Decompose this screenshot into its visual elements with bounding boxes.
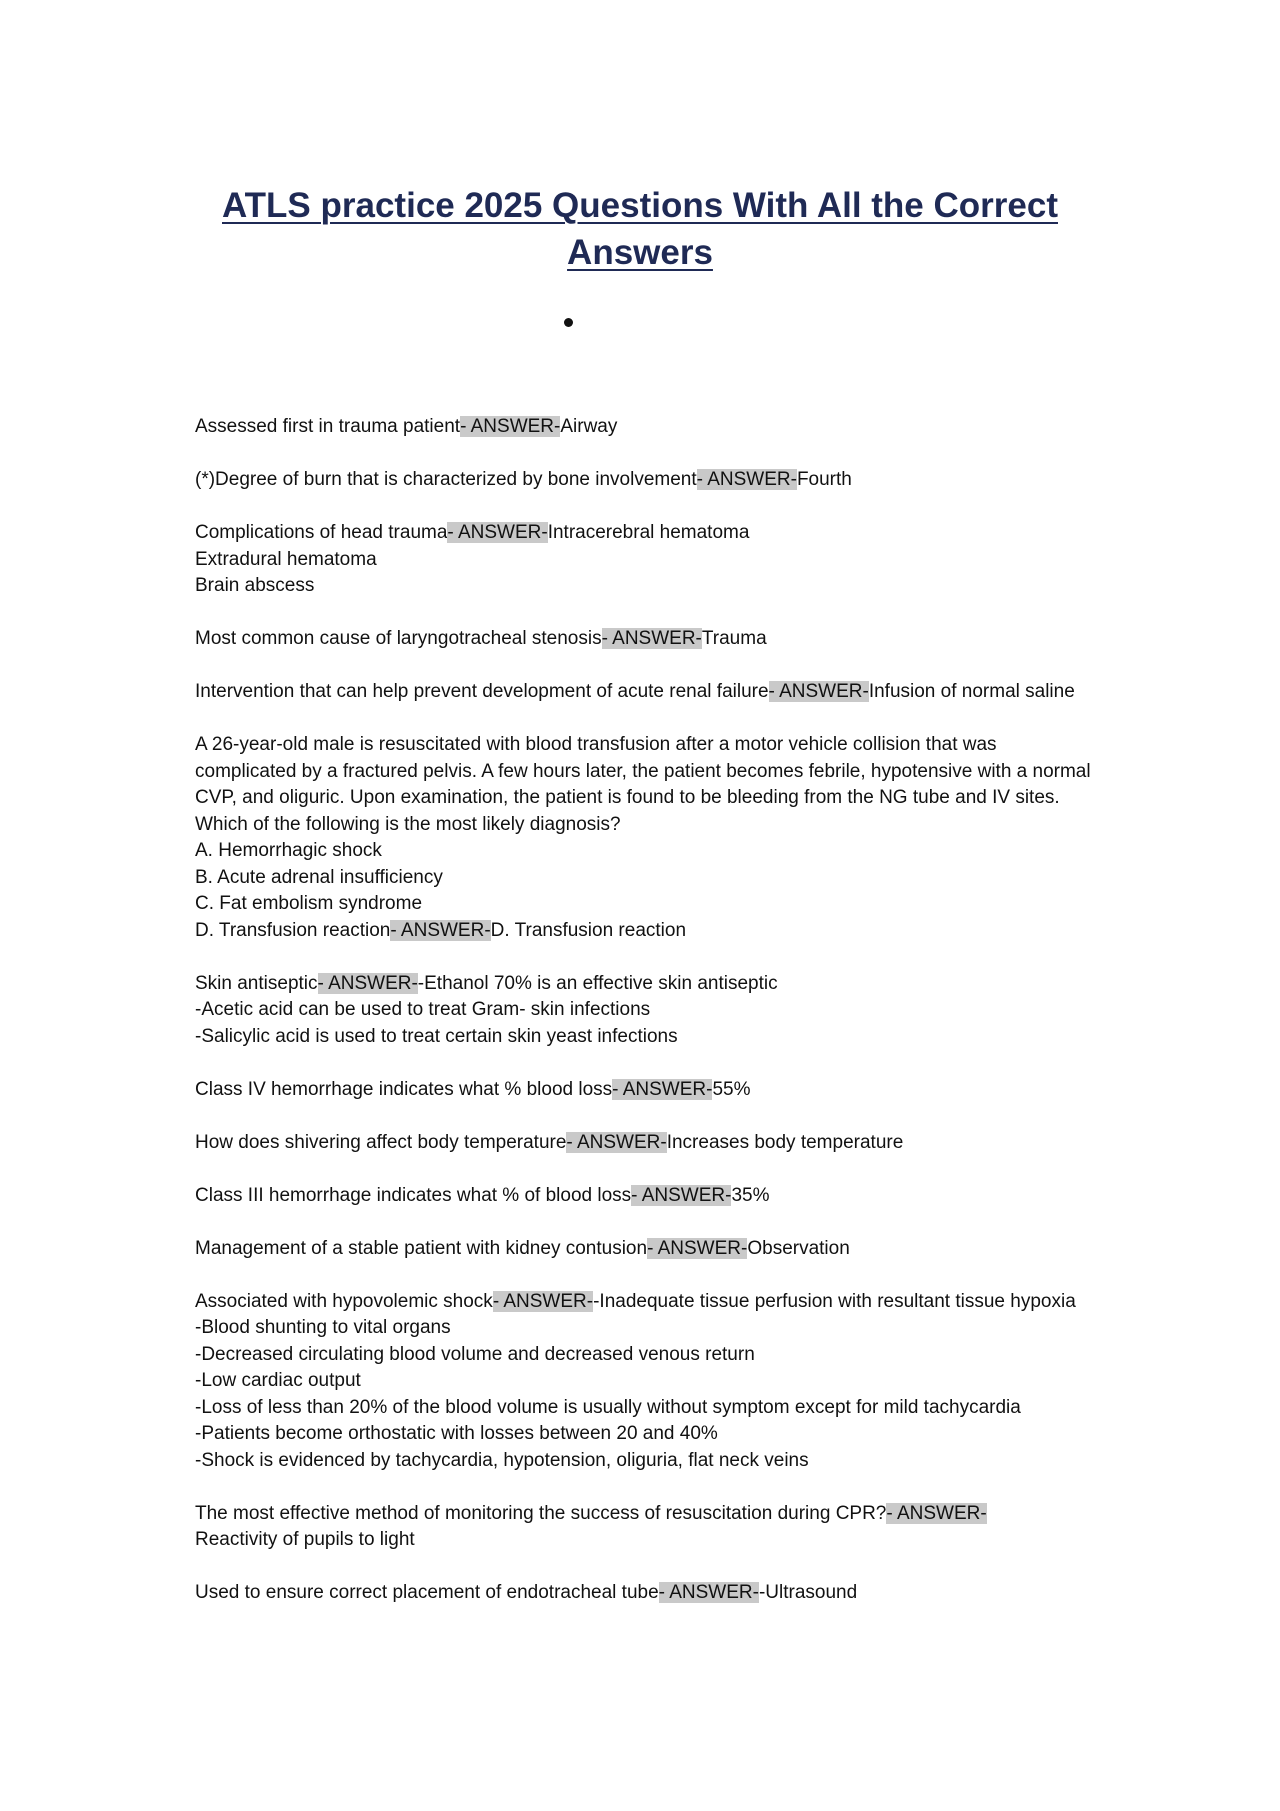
- answer-text: Reactivity of pupils to light: [195, 1529, 415, 1550]
- qa-item: [195, 1077, 1095, 1104]
- qa-item: [195, 1183, 1095, 1210]
- qa-item: [195, 1501, 1095, 1554]
- qa-item: [195, 1130, 1095, 1157]
- answer-text: D. Transfusion reaction: [490, 919, 687, 941]
- answer-marker: - ANSWER-: [886, 1502, 987, 1524]
- answer-line: -Shock is evidenced by tachycardia, hypotension, oliguria, flat neck veins: [195, 1449, 809, 1471]
- answer-marker: - ANSWER-: [492, 1290, 594, 1312]
- answer-line: -Patients become orthostatic with losses between 20 and 40%: [195, 1423, 718, 1444]
- question-text: Assessed first in trauma patient: [195, 416, 461, 437]
- answer-line: -Loss of less than 20% of the blood volume is usually without symptom except for mild tachycardia: [195, 1396, 1021, 1418]
- option-b: B. Acute adrenal insufficiency: [195, 866, 443, 888]
- answer-text: Airway: [560, 416, 618, 437]
- answer-line: Brain abscess: [195, 575, 315, 596]
- option-c: C. Fat embolism syndrome: [195, 893, 423, 914]
- bullet-point: [564, 318, 573, 327]
- question-stem: A 26-year-old male is resuscitated with blood transfusion after a motor vehicle collision that was complicated by a fractured pelvis. A few hours later, the patient becomes febrile, hypotensive with a normal CVP, and oliguric. Upon examination, the patient is found to be bleeding from the NG tube and IV sites. Which of the following is the most likely diagnosis?: [195, 734, 1091, 835]
- question-text: The most effective method of monitoring the success of resuscitation during CPR?: [195, 1502, 887, 1524]
- qa-list: [195, 414, 1095, 1633]
- question-text: How does shivering affect body temperature: [195, 1131, 567, 1153]
- answer-line: -Salicylic acid is used to treat certain skin yeast infections: [195, 1025, 678, 1047]
- answer-text: -Ethanol 70% is an effective skin antiseptic: [417, 972, 778, 994]
- option-a: A. Hemorrhagic shock: [195, 840, 382, 861]
- answer-text: 35%: [731, 1184, 770, 1206]
- answer-text: 55%: [712, 1078, 751, 1100]
- question-text: Skin antiseptic: [195, 972, 318, 994]
- qa-item: [195, 1580, 1095, 1607]
- answer-text: Observation: [747, 1237, 850, 1259]
- qa-item: [195, 971, 1095, 1051]
- answer-text: Fourth: [796, 469, 852, 490]
- answer-text: -Ultrasound: [758, 1582, 858, 1603]
- answer-line: -Low cardiac output: [195, 1370, 361, 1391]
- answer-line: Extradural hematoma: [195, 548, 377, 570]
- question-text: Complications of head trauma: [195, 522, 448, 543]
- answer-marker: - ANSWER-: [601, 628, 702, 649]
- question-text: Class IV hemorrhage indicates what % blood loss: [195, 1078, 613, 1100]
- answer-marker: - ANSWER-: [317, 972, 418, 994]
- qa-item: [195, 520, 1095, 600]
- qa-item: [195, 414, 1095, 441]
- qa-item: [195, 1289, 1095, 1475]
- question-text: Management of a stable patient with kidney contusion: [195, 1237, 648, 1259]
- answer-marker: - ANSWER-: [390, 919, 491, 941]
- answer-line: -Blood shunting to vital organs: [195, 1317, 451, 1338]
- answer-marker: - ANSWER-: [566, 1131, 667, 1153]
- answer-line: -Acetic acid can be used to treat Gram- skin infections: [195, 999, 651, 1020]
- qa-item: [195, 1236, 1095, 1263]
- answer-marker: - ANSWER-: [768, 681, 869, 702]
- answer-text: Trauma: [701, 628, 767, 649]
- question-text: Class III hemorrhage indicates what % of blood loss: [195, 1184, 632, 1206]
- answer-marker: - ANSWER-: [447, 522, 548, 543]
- question-text: Most common cause of laryngotracheal stenosis: [195, 628, 602, 649]
- answer-marker: - ANSWER-: [647, 1237, 748, 1259]
- answer-text: Infusion of normal saline: [868, 681, 1075, 702]
- qa-item: [195, 467, 1095, 494]
- question-text: Used to ensure correct placement of endotracheal tube: [195, 1582, 659, 1603]
- answer-text: -Inadequate tissue perfusion with resultant tissue hypoxia: [593, 1290, 1076, 1312]
- answer-marker: - ANSWER-: [631, 1184, 732, 1206]
- answer-text: Intracerebral hematoma: [547, 522, 750, 543]
- option-d: D. Transfusion reaction: [195, 919, 391, 941]
- qa-item: [195, 732, 1095, 944]
- answer-marker: - ANSWER-: [658, 1582, 759, 1603]
- qa-item: [195, 626, 1095, 653]
- answer-line: -Decreased circulating blood volume and decreased venous return: [195, 1343, 755, 1365]
- question-text: Intervention that can help prevent development of acute renal failure: [195, 681, 769, 702]
- question-text: Associated with hypovolemic shock: [195, 1290, 493, 1312]
- document-title: ATLS practice 2025 Questions With All the Correct Answers: [222, 186, 1058, 272]
- answer-text: Increases body temperature: [666, 1131, 904, 1153]
- answer-marker: - ANSWER-: [696, 469, 797, 490]
- qa-item: [195, 679, 1095, 706]
- answer-marker: - ANSWER-: [460, 416, 561, 437]
- answer-marker: - ANSWER-: [612, 1078, 713, 1100]
- question-text: (*)Degree of burn that is characterized by bone involvement: [195, 469, 697, 490]
